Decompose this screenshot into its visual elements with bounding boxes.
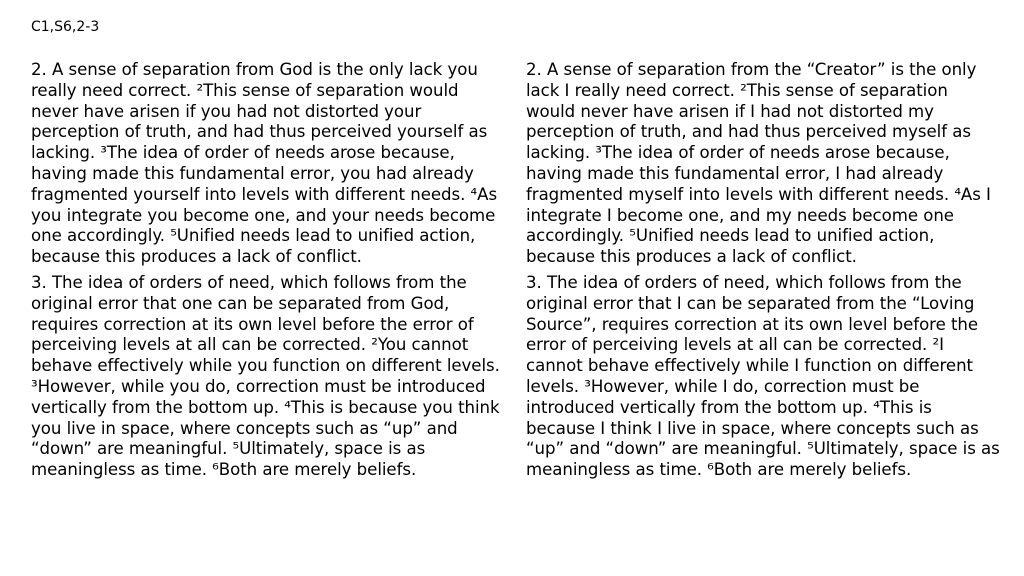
right-paragraph-3: 3. The idea of orders of need, which follows from the original error that I can be separated from the “Loving Source”, requires correction at its own level before the error of perceiving levels at all can be corrected. ²I cannot behave effectively while I function on different levels. ³However, while I do, correction must be introduced vertically from the bottom up. ⁴This is because I think I live in space, where concepts such as “up” and “down” are meaningful. ⁵Ultimately, space is as meaningless as time. ⁶Both are merely beliefs. [526,272,1000,480]
slide-label: C1,S6,2-3 [31,19,100,35]
left-paragraph-2: 2. A sense of separation from God is the only lack you really need correct. ²This sense of separation would never have arisen if you had not distorted your perception of truth, and had thus perceived yourself as lacking. ³The idea of order of needs arose because, having made this fundamental error, you had already fragmented yourself into levels with different needs. ⁴As you integrate you become one, and your needs become one accordingly. ⁵Unified needs lead to unified action, because this produces a lack of conflict. [31,60,498,267]
left-paragraph-3: 3. The idea of orders of need, which follows from the original error that one can be separated from God, requires correction at its own level before the error of perceiving levels at all can be corrected. ²You cannot behave effectively while you function on different levels. ³However, while you do, correction must be introduced vertically from the bottom up. ⁴This is because you think you live in space, where concepts such as “up” and “down” are meaningful. ⁵Ultimately, space is as meaningless as time. ⁶Both are merely beliefs. [31,272,500,480]
right-paragraph-2: 2. A sense of separation from the “Creator” is the only lack I really need correct. ²This sense of separation would never have arisen if I had not distorted my perception of truth, and had thus perceived myself as lacking. ³The idea of order of needs arose because, having made this fundamental error, I had already fragmented myself into levels with different needs. ⁴As I integrate I become one, and my needs become one accordingly. ⁵Unified needs lead to unified action, because this produces a lack of conflict. [526,60,991,267]
left-column-original-text [31,60,505,486]
right-column-revised-text [526,60,1000,486]
